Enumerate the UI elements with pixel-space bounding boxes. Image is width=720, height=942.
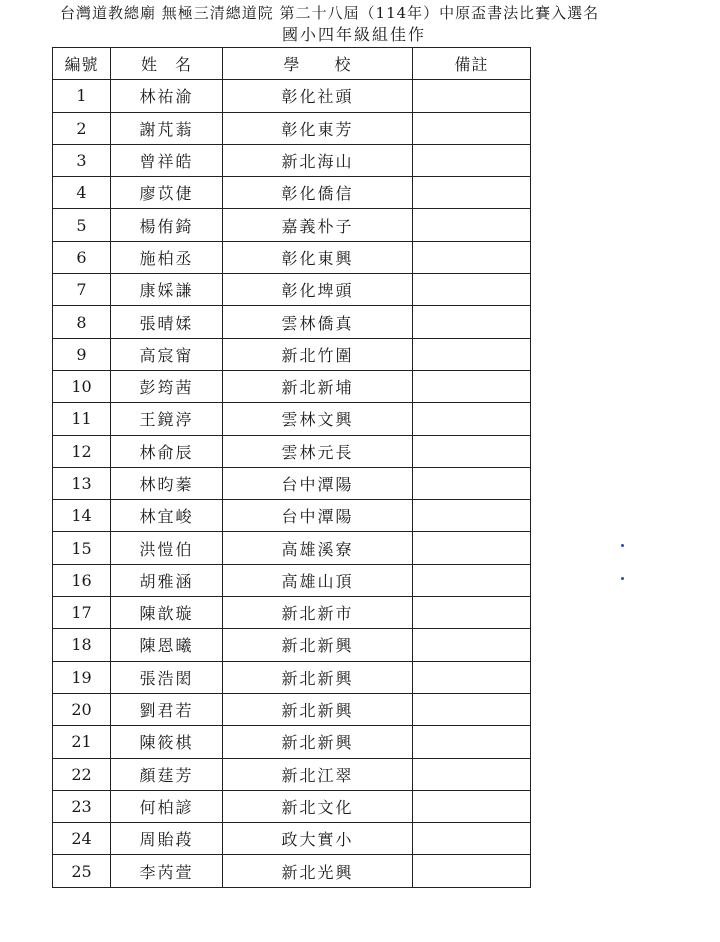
row-number: 20	[53, 693, 111, 725]
row-number: 18	[53, 629, 111, 661]
table-row	[53, 597, 531, 629]
blue-dot-mark	[621, 577, 624, 580]
student-name: 顏莛芳	[111, 758, 223, 790]
table-row	[53, 306, 531, 338]
school-name: 新北竹圍	[223, 338, 413, 370]
student-name: 陳恩曦	[111, 629, 223, 661]
row-note	[413, 338, 531, 370]
subtitle-text: 國小四年級組佳作	[281, 25, 426, 44]
header-school: 學 校	[223, 48, 413, 80]
table-row	[53, 435, 531, 467]
table-row	[53, 112, 531, 144]
school-name: 彰化東芳	[223, 112, 413, 144]
table-row	[53, 467, 531, 499]
row-number: 7	[53, 274, 111, 306]
table-row	[53, 338, 531, 370]
header-note: 備註	[413, 48, 531, 80]
document-title: 台灣道教總廟 無極三清總道院 第二十八屆（114年）中原盃書法比賽入選名	[60, 4, 600, 22]
table-row	[53, 726, 531, 758]
header-number: 編號	[53, 48, 111, 80]
school-name: 嘉義朴子	[223, 209, 413, 241]
document-subtitle	[0, 22, 720, 45]
row-note	[413, 209, 531, 241]
school-name: 新北新興	[223, 629, 413, 661]
row-note	[413, 144, 531, 176]
row-number: 11	[53, 403, 111, 435]
student-name: 劉君若	[111, 693, 223, 725]
school-name: 新北文化	[223, 790, 413, 822]
row-note	[413, 306, 531, 338]
school-name: 新北江翠	[223, 758, 413, 790]
table-row	[53, 758, 531, 790]
table-row	[53, 144, 531, 176]
row-note	[413, 112, 531, 144]
school-name: 台中潭陽	[223, 467, 413, 499]
student-name: 張晴媃	[111, 306, 223, 338]
row-note	[413, 241, 531, 273]
student-name: 彭筠茜	[111, 370, 223, 402]
student-name: 王鏡渟	[111, 403, 223, 435]
row-number: 13	[53, 467, 111, 499]
row-number: 6	[53, 241, 111, 273]
row-number: 15	[53, 532, 111, 564]
school-name: 彰化埤頭	[223, 274, 413, 306]
row-note	[413, 435, 531, 467]
student-name: 胡雅涵	[111, 564, 223, 596]
school-name: 政大實小	[223, 823, 413, 855]
row-note	[413, 177, 531, 209]
row-note	[413, 597, 531, 629]
row-note	[413, 855, 531, 887]
table-header-row	[53, 48, 531, 80]
row-number: 3	[53, 144, 111, 176]
student-name: 施柏丞	[111, 241, 223, 273]
row-number: 10	[53, 370, 111, 402]
table-row	[53, 80, 531, 112]
row-note	[413, 758, 531, 790]
row-number: 17	[53, 597, 111, 629]
student-name: 張浩閎	[111, 661, 223, 693]
school-name: 高雄溪寮	[223, 532, 413, 564]
student-name: 楊侑錡	[111, 209, 223, 241]
row-number: 25	[53, 855, 111, 887]
row-note	[413, 661, 531, 693]
row-note	[413, 403, 531, 435]
student-name: 廖苡倢	[111, 177, 223, 209]
row-number: 9	[53, 338, 111, 370]
header-name: 姓 名	[111, 48, 223, 80]
table-row	[53, 274, 531, 306]
row-number: 22	[53, 758, 111, 790]
row-note	[413, 823, 531, 855]
row-note	[413, 274, 531, 306]
row-number: 5	[53, 209, 111, 241]
student-name: 周貽葮	[111, 823, 223, 855]
blue-dot-mark	[621, 544, 624, 547]
school-name: 雲林元長	[223, 435, 413, 467]
row-note	[413, 80, 531, 112]
table-row	[53, 209, 531, 241]
school-name: 新北新興	[223, 661, 413, 693]
results-table	[52, 47, 531, 888]
school-name: 新北新興	[223, 693, 413, 725]
row-note	[413, 467, 531, 499]
school-name: 彰化僑信	[223, 177, 413, 209]
student-name: 陳歆璇	[111, 597, 223, 629]
table-row	[53, 500, 531, 532]
student-name: 林俞辰	[111, 435, 223, 467]
school-name: 雲林僑真	[223, 306, 413, 338]
school-name: 新北新市	[223, 597, 413, 629]
row-number: 4	[53, 177, 111, 209]
row-number: 14	[53, 500, 111, 532]
row-number: 19	[53, 661, 111, 693]
row-note	[413, 564, 531, 596]
table-row	[53, 403, 531, 435]
table-row	[53, 532, 531, 564]
row-note	[413, 370, 531, 402]
table-row	[53, 629, 531, 661]
row-number: 12	[53, 435, 111, 467]
row-number: 16	[53, 564, 111, 596]
student-name: 謝芃蓊	[111, 112, 223, 144]
school-name: 新北新興	[223, 726, 413, 758]
table-body	[53, 80, 531, 887]
student-name: 何柏諺	[111, 790, 223, 822]
school-name: 新北海山	[223, 144, 413, 176]
row-note	[413, 790, 531, 822]
table-row	[53, 370, 531, 402]
row-number: 8	[53, 306, 111, 338]
school-name: 新北光興	[223, 855, 413, 887]
school-name: 彰化社頭	[223, 80, 413, 112]
row-note	[413, 726, 531, 758]
row-number: 23	[53, 790, 111, 822]
school-name: 雲林文興	[223, 403, 413, 435]
table-row	[53, 823, 531, 855]
school-name: 台中潭陽	[223, 500, 413, 532]
table-row	[53, 693, 531, 725]
student-name: 林宜峻	[111, 500, 223, 532]
school-name: 彰化東興	[223, 241, 413, 273]
row-number: 2	[53, 112, 111, 144]
row-note	[413, 629, 531, 661]
table-row	[53, 177, 531, 209]
table-row	[53, 241, 531, 273]
row-number: 21	[53, 726, 111, 758]
school-name: 新北新埔	[223, 370, 413, 402]
student-name: 洪愷伯	[111, 532, 223, 564]
student-name: 高宸甯	[111, 338, 223, 370]
student-name: 李芮萱	[111, 855, 223, 887]
row-note	[413, 693, 531, 725]
table-row	[53, 564, 531, 596]
student-name: 康婇謙	[111, 274, 223, 306]
school-name: 高雄山頂	[223, 564, 413, 596]
student-name: 林昀蓁	[111, 467, 223, 499]
row-note	[413, 532, 531, 564]
row-note	[413, 500, 531, 532]
row-number: 24	[53, 823, 111, 855]
table-row	[53, 790, 531, 822]
student-name: 林祐渝	[111, 80, 223, 112]
student-name: 陳筱棋	[111, 726, 223, 758]
table-row	[53, 855, 531, 887]
table-row	[53, 661, 531, 693]
student-name: 曾祥皓	[111, 144, 223, 176]
row-number: 1	[53, 80, 111, 112]
